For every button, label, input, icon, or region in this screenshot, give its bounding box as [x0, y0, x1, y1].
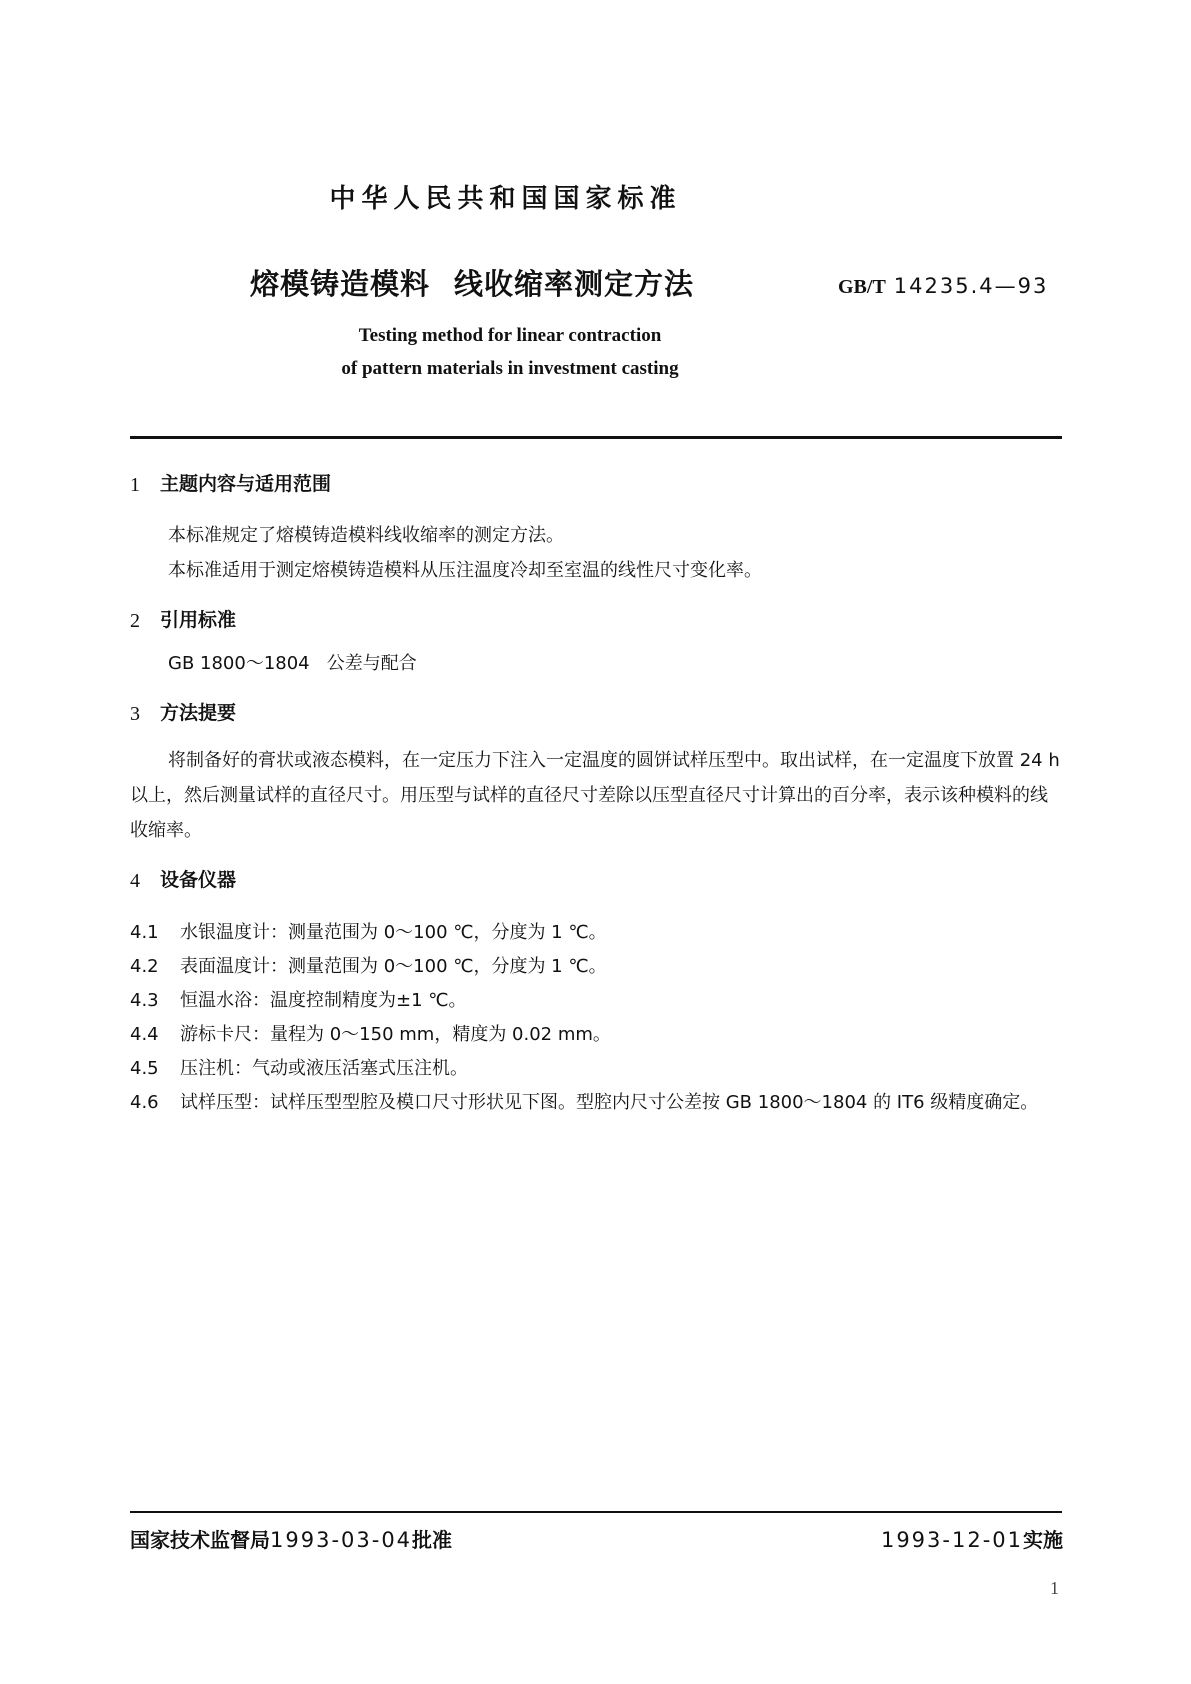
item-number: 4.1 — [130, 922, 159, 943]
section-1-title: 主题内容与适用范围 — [160, 473, 332, 495]
section-4-number: 4 — [130, 870, 140, 892]
item-text: 水银温度计：测量范围为 0～100 ℃，分度为 1 ℃。 — [180, 922, 607, 943]
item-number: 4.2 — [130, 956, 159, 977]
section-4-title: 设备仪器 — [160, 869, 237, 891]
list-item — [130, 950, 1062, 984]
chinese-title-part2: 线收缩率测定方法 — [454, 267, 695, 301]
standard-code-prefix: GB/T — [838, 276, 886, 298]
section-3-heading — [130, 699, 1062, 729]
issuer: 国家技术监督局 — [130, 1528, 270, 1552]
chinese-title-part1: 熔模铸造模料 — [250, 267, 431, 301]
item-text: 游标卡尺：量程为 0～150 mm，精度为 0.02 mm。 — [180, 1024, 611, 1045]
approve-label: 批准 — [412, 1528, 453, 1552]
section-1-paragraph-2: 本标准适用于测定熔模铸造模料从压注温度冷却至室温的线性尺寸变化率。 — [168, 560, 762, 581]
implement-label: 实施 — [1023, 1528, 1063, 1552]
section-2-reference: GB 1800～1804 公差与配合 — [168, 653, 417, 674]
section-1-paragraph-1: 本标准规定了熔模铸造模料线收缩率的测定方法。 — [168, 525, 564, 546]
standard-code-number: 14235.4—93 — [893, 274, 1049, 298]
header-divider — [130, 436, 1062, 439]
list-item — [130, 1052, 1062, 1086]
item-number: 4.5 — [130, 1058, 159, 1079]
item-number: 4.3 — [130, 990, 159, 1011]
item-text: 表面温度计：测量范围为 0～100 ℃，分度为 1 ℃。 — [180, 956, 607, 977]
section-3-paragraph: 将制备好的膏状或液态模料，在一定压力下注入一定温度的圆饼试样压型中。取出试样，在一定温度下放置 24 h 以上，然后测量试样的直径尺寸。用压型与试样的直径尺寸差除以压型直径尺寸计算出的百分率，表示该种模料的线收缩率。 — [130, 750, 1060, 841]
item-number: 4.6 — [130, 1092, 159, 1113]
standard-type-heading: 中华人民共和国国家标准 — [329, 184, 682, 214]
section-1-heading — [130, 470, 1062, 500]
implementation-info — [881, 1524, 1063, 1553]
section-2-title: 引用标准 — [160, 609, 237, 631]
english-title-line2: of pattern materials in investment casting — [341, 358, 679, 379]
list-item — [130, 984, 1062, 1018]
equipment-list — [130, 916, 1062, 1120]
english-title-line1: Testing method for linear contraction — [358, 325, 662, 346]
standard-code — [838, 274, 1048, 299]
item-number: 4.4 — [130, 1024, 159, 1045]
list-item — [130, 1018, 1062, 1052]
section-3-number: 3 — [130, 703, 140, 725]
list-item — [130, 1086, 1062, 1120]
document-body — [130, 470, 1062, 1120]
section-4-heading — [130, 866, 1062, 896]
item-text: 恒温水浴：温度控制精度为±1 ℃。 — [180, 990, 467, 1011]
section-2-heading — [130, 606, 1062, 636]
implement-date: 1993-12-01 — [880, 1528, 1023, 1552]
chinese-title — [250, 262, 694, 303]
footer-divider — [130, 1511, 1062, 1513]
page-number: 1 — [1050, 1578, 1059, 1598]
section-1-number: 1 — [130, 474, 140, 496]
section-2-number: 2 — [130, 610, 140, 632]
approve-date: 1993-03-04 — [270, 1528, 413, 1552]
item-text: 压注机：气动或液压活塞式压注机。 — [180, 1058, 468, 1079]
approval-info — [130, 1524, 452, 1553]
item-text: 试样压型：试样压型型腔及模口尺寸形状见下图。型腔内尺寸公差按 GB 1800～1804 的 IT6 级精度确定。 — [180, 1092, 1039, 1113]
section-3-title: 方法提要 — [160, 702, 237, 724]
list-item — [130, 916, 1062, 950]
